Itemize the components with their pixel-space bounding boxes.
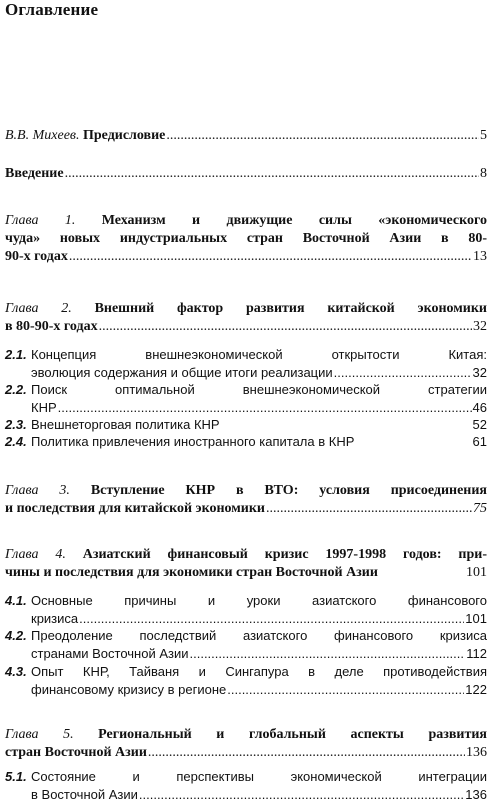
section-number: 5.1.	[5, 769, 27, 784]
toc-entry-chapter-5[interactable]	[5, 726, 487, 762]
section-title-line: Поиск оптимальной внешнеэкономической стратегии	[31, 382, 487, 397]
preface-title: Предисловие	[82, 128, 166, 143]
section-title-line: Концепция внешнеэкономической открытости Китая:	[31, 347, 487, 362]
section-number: 2.3.	[5, 417, 27, 432]
dot-leader	[190, 645, 466, 663]
toc-entry-chapter-3[interactable]	[5, 482, 487, 518]
toc-subentry-4-2[interactable]	[5, 627, 487, 663]
section-title-line: КНР	[31, 400, 57, 415]
chapter-title-line: стран Восточной Азии	[5, 745, 147, 760]
dot-leader	[166, 127, 479, 145]
toc-subentry-2-3[interactable]	[5, 416, 487, 434]
dot-leader	[65, 165, 479, 183]
section-title-line: Внешнеторговая политика КНР	[31, 417, 220, 432]
preface-author: В.В. Михеев.	[5, 128, 80, 143]
toc-subentry-4-1[interactable]	[5, 592, 487, 628]
page-number: 112	[466, 646, 487, 661]
dot-leader	[227, 681, 464, 699]
intro-title: Введение	[5, 166, 64, 181]
dot-leader	[58, 399, 472, 417]
section-number: 4.2.	[5, 628, 27, 643]
chapter-title-line: Вступление КНР в ВТО: условия присоединения	[90, 483, 488, 498]
dot-leader	[266, 500, 472, 518]
dot-leader	[139, 786, 464, 804]
chapter-title-line: Механизм и движущие силы «экономического	[101, 213, 488, 228]
page-number: 46	[472, 400, 487, 415]
page-number: 5	[480, 128, 487, 143]
section-number: 4.3.	[5, 664, 27, 679]
page-number: 8	[480, 166, 487, 181]
toc-entry-chapter-4[interactable]	[5, 546, 487, 582]
section-number: 2.1.	[5, 347, 27, 362]
section-title-line: в Восточной Азии	[31, 787, 138, 802]
page-number: 32	[472, 365, 487, 380]
section-number: 2.2.	[5, 382, 27, 397]
page-number: 122	[465, 682, 487, 697]
chapter-title-line: и последствия для китайской экономики	[5, 501, 265, 516]
section-number: 4.1.	[5, 593, 27, 608]
chapter-title-line: Внешний фактор развития китайской экономики	[94, 301, 487, 316]
toc-entry-chapter-2[interactable]	[5, 300, 487, 336]
page-number: 136	[466, 745, 487, 760]
chapter-label: Глава 5.	[5, 727, 74, 742]
toc-subentry-4-3[interactable]	[5, 663, 487, 699]
chapter-label: Глава 1.	[5, 213, 76, 228]
chapter-title-line: Азиатский финансовый кризис 1997-1998 годов: при-	[82, 547, 487, 562]
page-number: 52	[472, 417, 487, 432]
chapter-label: Глава 4.	[5, 547, 66, 562]
chapter-title-line: чуда» новых индустриальных стран Восточной Азии в 80-	[5, 231, 487, 246]
toc-subentry-2-1[interactable]	[5, 346, 487, 382]
page-number: 61	[472, 434, 487, 449]
toc-subentry-2-4[interactable]	[5, 433, 487, 451]
dot-leader	[148, 744, 465, 762]
section-title-line: кризиса	[31, 611, 79, 626]
chapter-title-line: 90-х годах	[5, 249, 68, 264]
chapter-label: Глава 2.	[5, 301, 72, 316]
dot-leader	[69, 248, 472, 266]
chapter-title-line: Региональный и глобальный аспекты развития	[98, 727, 487, 742]
dot-leader	[334, 364, 472, 382]
chapter-label: Глава 3.	[5, 483, 70, 498]
toc-entry-chapter-1[interactable]	[5, 212, 487, 266]
page-title: Оглавление	[5, 0, 99, 19]
toc-subentry-5-1[interactable]	[5, 768, 487, 804]
dot-leader	[99, 318, 472, 336]
section-title-line: странами Восточной Азии	[31, 646, 189, 661]
chapter-title-line: в 80-90-х годах	[5, 319, 98, 334]
page-number: 101	[465, 611, 487, 626]
section-title-line: Состояние и перспективы экономической интеграции	[31, 769, 487, 784]
toc-entry-intro[interactable]	[5, 165, 487, 183]
dot-leader	[79, 610, 464, 628]
section-number: 2.4.	[5, 434, 27, 449]
toc-subentry-2-2[interactable]	[5, 381, 487, 417]
section-title-line: Основные причины и уроки азиатского финансового	[31, 593, 487, 608]
chapter-title-line: чины и последствия для экономики стран Восточной Азии	[5, 565, 378, 580]
page-number: 75	[473, 501, 487, 516]
page-number: 136	[465, 787, 487, 802]
section-title-line: Опыт КНР, Тайваня и Сингапура в деле противодействия	[31, 664, 487, 679]
section-title-line: Преодоление последствий азиатского финансового кризиса	[31, 628, 487, 643]
section-title-line: финансовому кризису в регионе	[31, 682, 227, 697]
page-number: 101	[466, 565, 487, 580]
toc-entry-preface[interactable]	[5, 127, 487, 145]
page-number: 13	[473, 249, 487, 264]
section-title-line: эволюция содержания и общие итоги реализации	[31, 365, 333, 380]
section-title-line: Политика привлечения иностранного капитала в КНР	[31, 434, 355, 449]
page-number: 32	[473, 319, 487, 334]
